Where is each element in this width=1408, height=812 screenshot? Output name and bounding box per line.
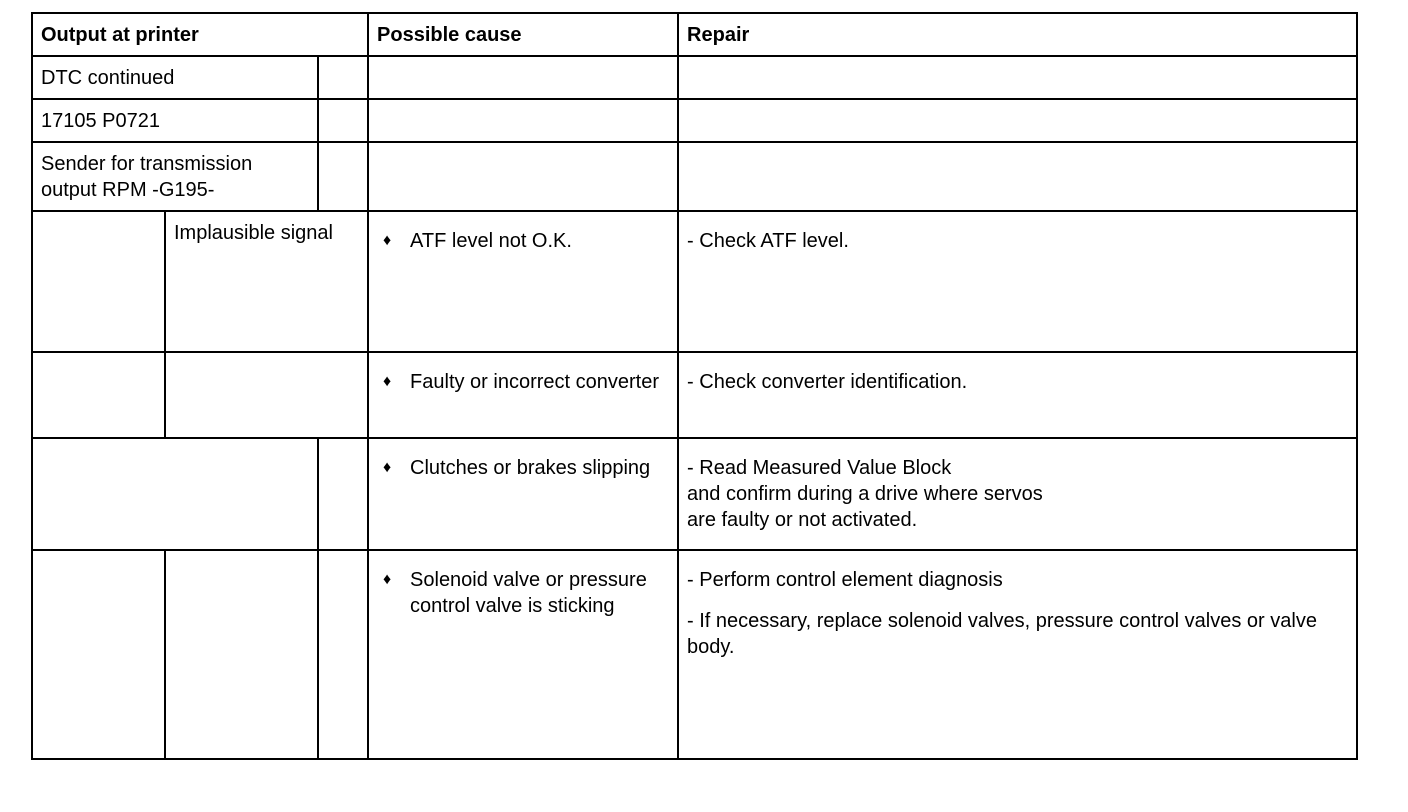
- empty-cell: [165, 550, 318, 759]
- cause-item: [383, 369, 669, 395]
- possible-cause-cell: [368, 550, 678, 759]
- table-row: [32, 438, 1357, 550]
- cause-text: Clutches or brakes slipping: [410, 457, 651, 479]
- table-row: [32, 550, 1357, 759]
- table-row: [32, 56, 1357, 99]
- table-row: [32, 99, 1357, 142]
- empty-cell: [165, 352, 368, 438]
- repair-cell: [678, 438, 1357, 550]
- repair-cell: [678, 550, 1357, 759]
- empty-cell: [32, 211, 165, 352]
- possible-cause-cell: [368, 211, 678, 352]
- repair-cell: [678, 352, 1357, 438]
- possible-cause-cell: [368, 438, 678, 550]
- empty-cell: [678, 142, 1357, 211]
- diamond-bullet-icon: ♦: [383, 571, 392, 588]
- empty-cell: [678, 56, 1357, 99]
- empty-cell: [318, 99, 368, 142]
- empty-cell: [318, 438, 368, 550]
- cause-item: [383, 455, 669, 481]
- repair-text: - Read Measured Value Block: [687, 457, 952, 479]
- header-possible-cause: Possible cause: [368, 13, 678, 56]
- possible-cause-cell: [368, 352, 678, 438]
- table-row: [32, 352, 1357, 438]
- cause-item: [383, 567, 669, 619]
- empty-cell: [318, 142, 368, 211]
- repair-text: - If necessary, replace solenoid valves, pressure control valves or valve body.: [687, 610, 1317, 658]
- repair-text: - Perform control element diagnosis: [687, 569, 1003, 591]
- repair-text: are faulty or not activated.: [687, 509, 918, 531]
- empty-cell: [368, 56, 678, 99]
- header-row: [32, 13, 1357, 56]
- header-output-at-printer: Output at printer: [32, 13, 368, 56]
- cause-text: Solenoid valve or pressure control valve is sticking: [410, 569, 647, 617]
- empty-cell: [318, 56, 368, 99]
- repair-text: - Check converter identification.: [687, 371, 968, 393]
- empty-cell: [318, 550, 368, 759]
- dtc-continued-cell: DTC continued: [32, 56, 318, 99]
- repair-text: - Check ATF level.: [687, 230, 849, 252]
- fault-type-cell: Implausible signal: [165, 211, 368, 352]
- empty-cell: [32, 352, 165, 438]
- empty-cell: [678, 99, 1357, 142]
- diamond-bullet-icon: ♦: [383, 459, 392, 476]
- table-row: [32, 142, 1357, 211]
- table-row: [32, 211, 1357, 352]
- empty-cell: [368, 142, 678, 211]
- sender-cell: Sender for transmission output RPM -G195-: [32, 142, 318, 211]
- repair-cell: [678, 211, 1357, 352]
- diamond-bullet-icon: ♦: [383, 373, 392, 390]
- repair-table: [31, 12, 1358, 760]
- empty-cell: [32, 550, 165, 759]
- header-repair: Repair: [678, 13, 1357, 56]
- empty-cell: [32, 438, 318, 550]
- dtc-code-cell: 17105 P0721: [32, 99, 318, 142]
- cause-text: ATF level not O.K.: [410, 230, 572, 252]
- repair-text: and confirm during a drive where servos: [687, 483, 1043, 505]
- empty-cell: [368, 99, 678, 142]
- cause-text: Faulty or incorrect converter: [410, 371, 660, 393]
- diamond-bullet-icon: ♦: [383, 232, 392, 249]
- cause-item: [383, 228, 669, 254]
